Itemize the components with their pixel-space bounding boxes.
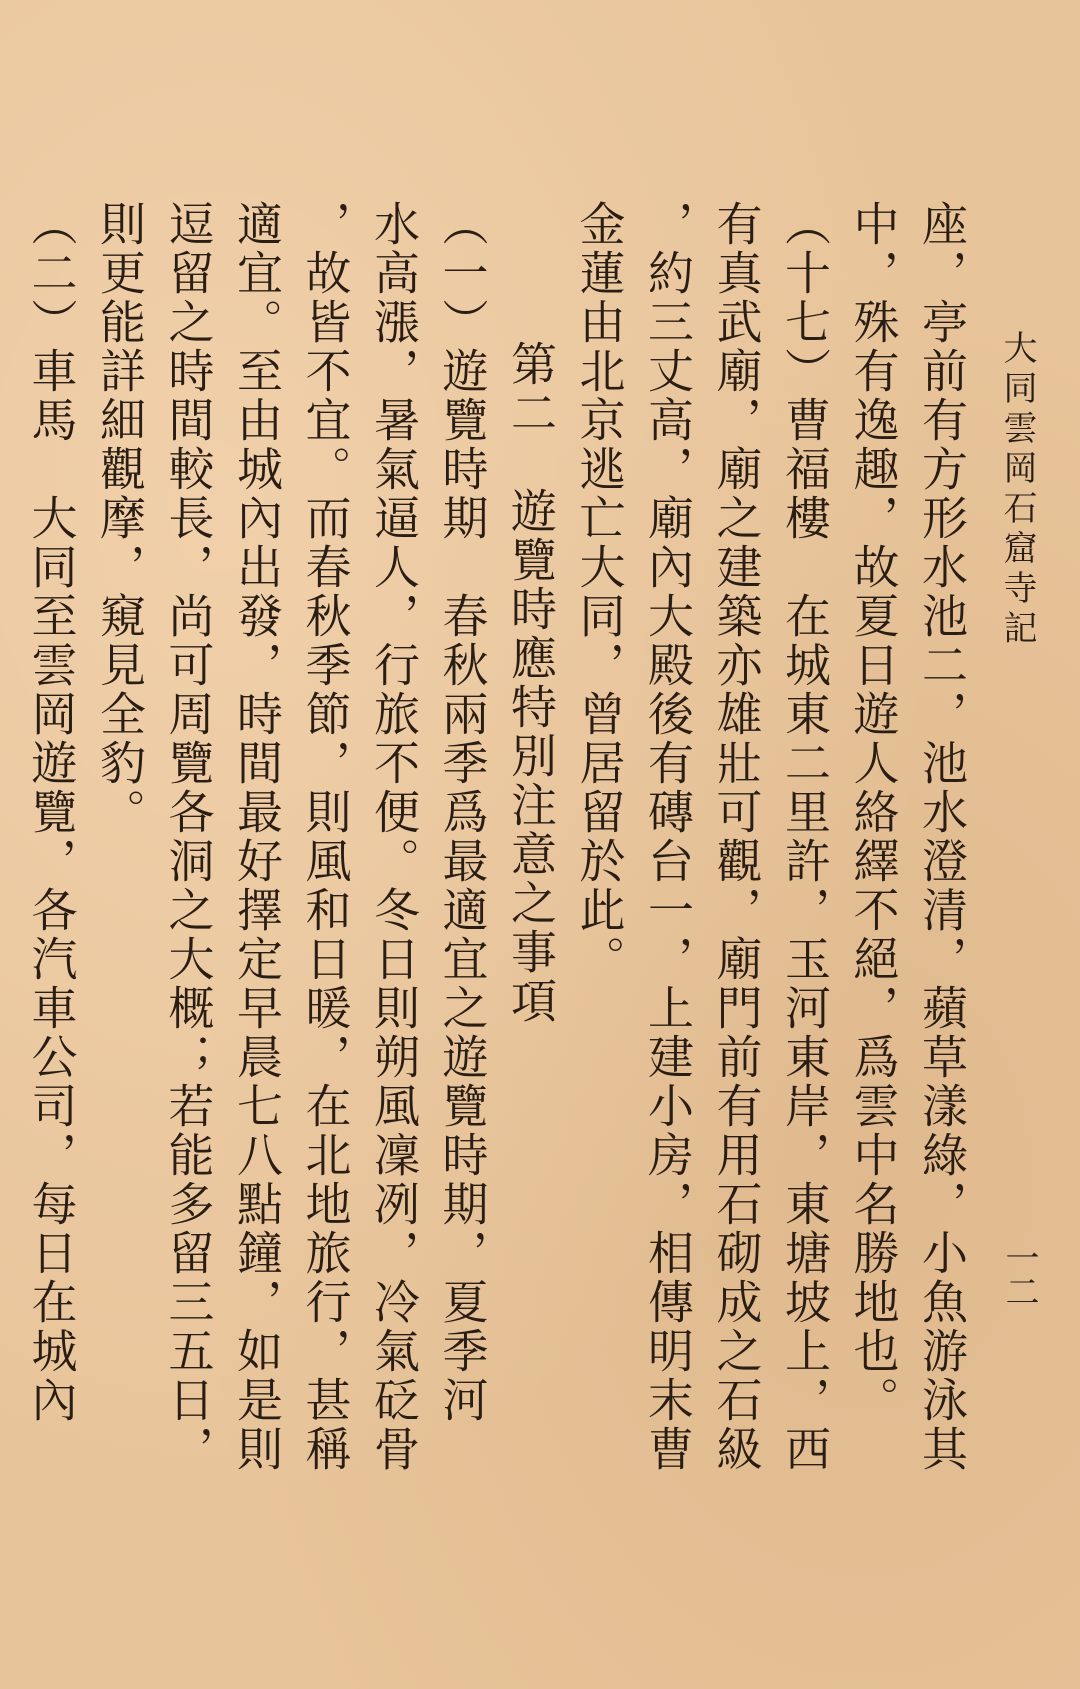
text-column: 金蓮由北京逃亡大同，曾居留於此。 bbox=[572, 200, 627, 984]
section-heading: 第二 遊覽時應特別注意之事項 bbox=[504, 340, 558, 1026]
text-column: 則更能詳細觀摩，窺見全豹。 bbox=[93, 200, 147, 837]
text-column: 座，亭前有方形水池二，池水澄清，蘋草漾綠，小魚游泳其 bbox=[915, 200, 969, 1474]
running-head: 大同雲岡石窟寺記 bbox=[997, 330, 1037, 650]
text-column: ，故皆不宜。而春秋季節，則風和日暖，在北地旅行，甚稱 bbox=[298, 200, 353, 1474]
text-column: 逗留之時間較長，尚可周覽各洞之大概；若能多留三五日， bbox=[161, 200, 216, 1474]
text-column: 中，殊有逸趣，故夏日遊人絡繹不絕，爲雲中名勝地也。 bbox=[846, 200, 901, 1425]
text-column: 水高漲，暑氣逼人，行旅不便。冬日則朔風凜冽，冷氣砭骨 bbox=[367, 200, 421, 1474]
text-column: ，約三丈高，廟內大殿後有磚台一，上建小房，相傳明末曹 bbox=[641, 200, 695, 1474]
text-column: （一）遊覽時期 春秋兩季爲最適宜之遊覽時期，夏季河 bbox=[435, 200, 490, 1425]
text-column: （十七）曹福樓 在城東二里許，玉河東岸，東塘坡上，西 bbox=[778, 200, 832, 1474]
text-column: 有真武廟，廟之建築亦雄壯可觀，廟門前有用石砌成之石級 bbox=[709, 200, 764, 1474]
page-number: 一二 bbox=[999, 1240, 1039, 1308]
text-column: 適宜。至由城內出發，時間最好擇定早晨七八點鐘，如是則 bbox=[230, 200, 284, 1474]
text-column: （二）車馬 大同至雲岡遊覽，各汽車公司，每日在城內 bbox=[24, 200, 79, 1425]
body-text bbox=[24, 200, 976, 1660]
